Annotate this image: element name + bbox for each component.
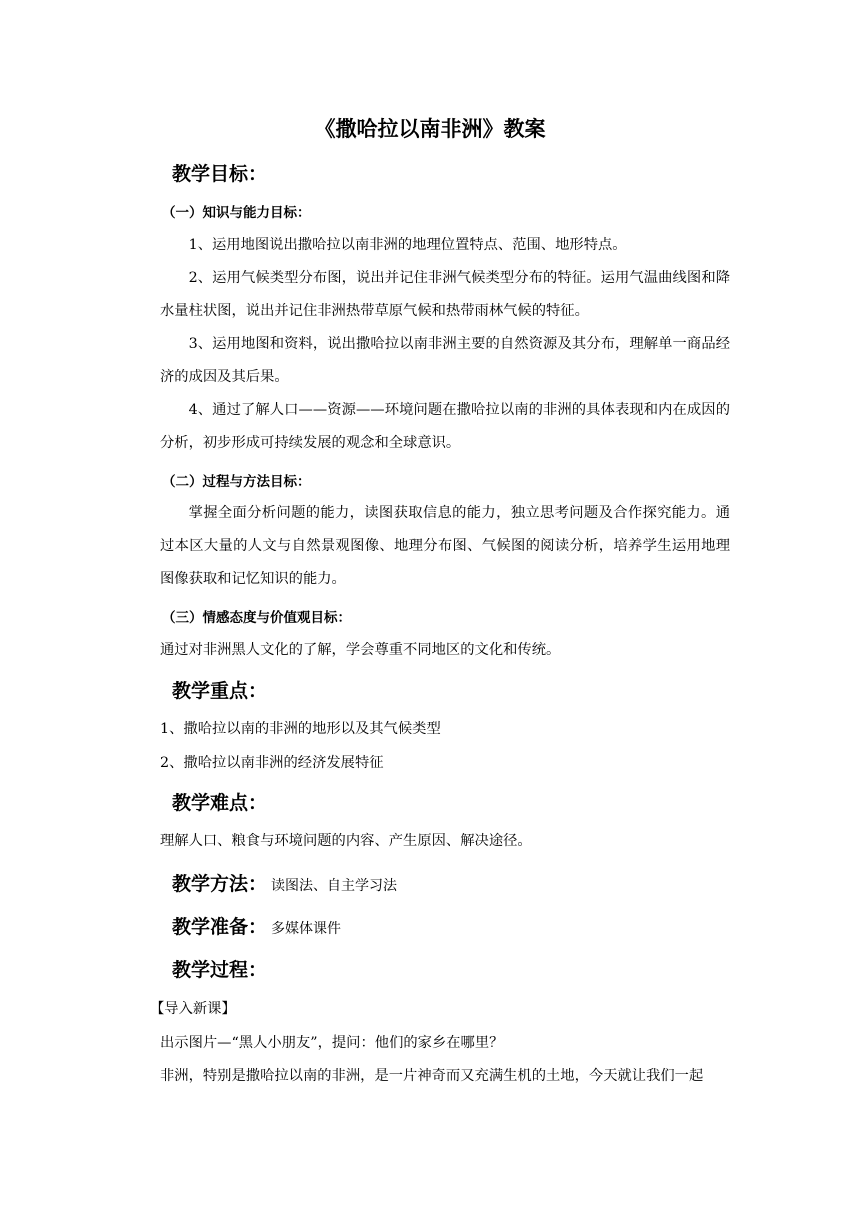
- key-point-2: 2、撒哈拉以南非洲的经济发展特征: [160, 755, 384, 771]
- emotion-objectives-heading: （三）情感态度与价值观目标：: [162, 610, 351, 626]
- process-objectives-text: 掌握全面分析问题的能力，读图获取信息的能力，独立思考问题及合作探究能力。通过本区大量的人文与自然景观图像、地理分布图、气候图的阅读分析，培养学生运用地理图像获取和记忆知识的能力。: [160, 505, 730, 587]
- methods-heading: 教学方法：: [172, 873, 268, 895]
- key-points-heading: 教学重点：: [172, 680, 268, 702]
- intro-line: 出示图片—“黑人小朋友”，提问：他们的家乡在哪里？: [160, 1035, 504, 1051]
- process-objectives-heading: （二）过程与方法目标：: [162, 474, 311, 490]
- knowledge-item-4: 4、通过了解人口——资源——环境问题在撒哈拉以南的非洲的具体表现和内在成因的分析，初步形成可持续发展的观念和全球意识。: [160, 402, 730, 451]
- preparation-text: 多媒体课件: [271, 921, 342, 937]
- intro-text: 非洲，特别是撒哈拉以南的非洲，是一片神奇而又充满生机的土地，今天就让我们一起: [160, 1068, 704, 1084]
- procedure-heading: 教学过程：: [172, 959, 268, 981]
- intro-label: 【导入新课】: [150, 1001, 236, 1017]
- knowledge-item-2: 2、运用气候类型分布图，说出并记住非洲气候类型分布的特征。运用气温曲线图和降水量柱状图，说出并记住非洲热带草原气候和热带雨林气候的特征。: [160, 270, 730, 319]
- difficulties-heading: 教学难点：: [172, 792, 268, 814]
- key-point-1: 1、撒哈拉以南的非洲的地形以及其气候类型: [160, 721, 441, 737]
- preparation-heading: 教学准备：: [172, 916, 268, 938]
- objectives-heading: 教学目标：: [172, 163, 268, 185]
- difficulties-text: 理解人口、粮食与环境问题的内容、产生原因、解决途径。: [160, 833, 532, 849]
- emotion-objectives-text: 通过对非洲黑人文化的了解，学会尊重不同地区的文化和传统。: [160, 642, 561, 658]
- methods-text: 读图法、自主学习法: [271, 878, 398, 894]
- methods-row: [172, 871, 397, 899]
- document-title: 《撒哈拉以南非洲》教案: [314, 117, 546, 141]
- preparation-row: [172, 914, 341, 942]
- knowledge-item-1: 1、运用地图说出撒哈拉以南非洲的地理位置特点、范围、地形特点。: [188, 237, 627, 253]
- knowledge-objectives-heading: （一）知识与能力目标：: [162, 205, 311, 221]
- knowledge-item-3: 3、运用地图和资料，说出撒哈拉以南非洲主要的自然资源及其分布，理解单一商品经济的成因及其后果。: [160, 336, 730, 385]
